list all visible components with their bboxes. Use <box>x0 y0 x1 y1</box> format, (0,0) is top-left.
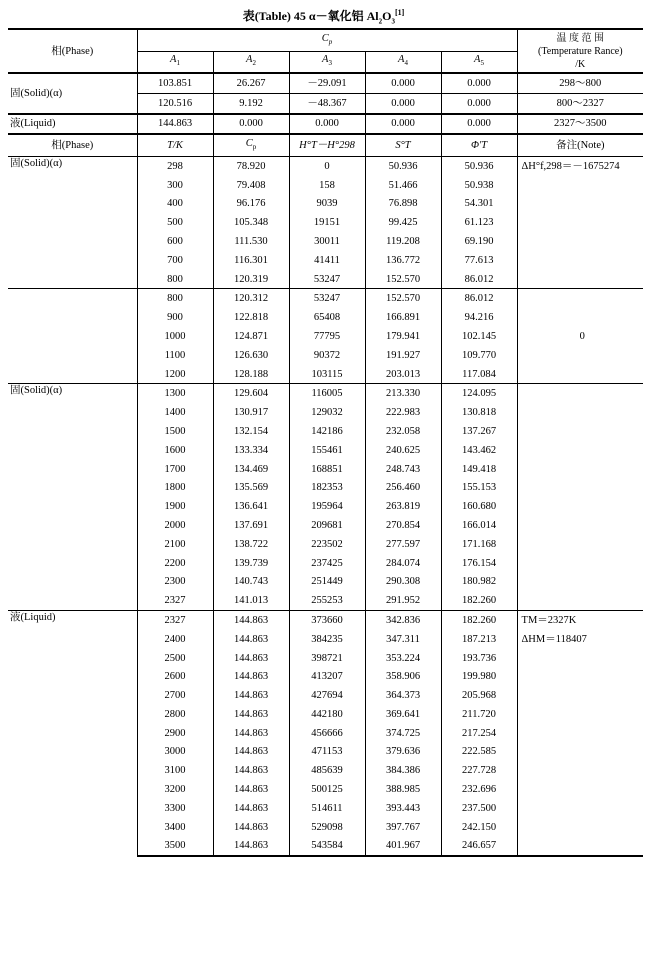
data-cell: 300 <box>137 176 213 195</box>
note-cell <box>517 554 643 573</box>
phase-cell: 液(Liquid) <box>8 611 137 857</box>
coef-cell: 0.000 <box>365 73 441 93</box>
data-cell: 369.641 <box>365 705 441 724</box>
note-cell <box>517 422 643 441</box>
data-cell: 1700 <box>137 460 213 479</box>
note-cell <box>517 308 643 327</box>
data-cell: 78.920 <box>213 156 289 175</box>
coef-cell: 0.000 <box>213 114 289 135</box>
data-cell: 129032 <box>289 403 365 422</box>
note-cell <box>517 232 643 251</box>
data-cell: 1900 <box>137 497 213 516</box>
data-cell: 398721 <box>289 649 365 668</box>
note-cell <box>517 649 643 668</box>
note-cell <box>517 572 643 591</box>
data-cell: 529098 <box>289 818 365 837</box>
note-cell <box>517 799 643 818</box>
data-cell: 2100 <box>137 535 213 554</box>
note-cell <box>517 535 643 554</box>
data-cell: 135.569 <box>213 478 289 497</box>
data-cell: 1000 <box>137 327 213 346</box>
data-cell: 700 <box>137 251 213 270</box>
note-cell: 0 <box>517 327 643 346</box>
data-cell: 144.863 <box>213 743 289 762</box>
data-cell: 54.301 <box>441 194 517 213</box>
data-cell: 77795 <box>289 327 365 346</box>
data-cell: 223502 <box>289 535 365 554</box>
data-cell: 471153 <box>289 743 365 762</box>
data-cell: 53247 <box>289 270 365 289</box>
data-cell: 2000 <box>137 516 213 535</box>
data-cell: 800 <box>137 270 213 289</box>
coef-row <box>8 114 643 135</box>
data-cell: 138.722 <box>213 535 289 554</box>
data-cell: 291.952 <box>365 591 441 610</box>
title-text: 表(Table) 45 α－氧化铝 Al <box>242 9 379 23</box>
table-row <box>8 156 643 175</box>
note-cell <box>517 667 643 686</box>
data-cell: 222.585 <box>441 743 517 762</box>
data-cell: 384.386 <box>365 761 441 780</box>
data-cell: 3100 <box>137 761 213 780</box>
data-cell: 180.982 <box>441 572 517 591</box>
data-cell: 2300 <box>137 572 213 591</box>
a5-header: $A_5$ <box>441 51 517 73</box>
note-cell <box>517 346 643 365</box>
temperature-header: T/K <box>137 134 213 156</box>
data-cell: 139.739 <box>213 554 289 573</box>
data-cell: 384235 <box>289 630 365 649</box>
phase-header: 相(Phase) <box>8 29 137 73</box>
title-reference: [1] <box>394 8 405 17</box>
data-cell: 543584 <box>289 837 365 857</box>
data-cell: 176.154 <box>441 554 517 573</box>
data-cell: 144.863 <box>213 649 289 668</box>
data-cell: 240.625 <box>365 441 441 460</box>
phase-cell <box>8 289 137 384</box>
data-cell: 171.168 <box>441 535 517 554</box>
data-cell: 124.871 <box>213 327 289 346</box>
data-cell: 137.691 <box>213 516 289 535</box>
data-cell: 277.597 <box>365 535 441 554</box>
note-cell <box>517 460 643 479</box>
data-cell: 800 <box>137 289 213 308</box>
data-cell: 222.983 <box>365 403 441 422</box>
data-cell: 144.863 <box>213 630 289 649</box>
data-cell: 109.770 <box>441 346 517 365</box>
data-cell: 65408 <box>289 308 365 327</box>
data-cell: 353.224 <box>365 649 441 668</box>
note-cell <box>517 761 643 780</box>
phase-header: 相(Phase) <box>8 134 137 156</box>
data-cell: 1500 <box>137 422 213 441</box>
data-cell: 144.863 <box>213 818 289 837</box>
data-cell: 152.570 <box>365 289 441 308</box>
data-cell: 393.443 <box>365 799 441 818</box>
note-cell <box>517 818 643 837</box>
note-cell <box>517 780 643 799</box>
note-cell: TM＝2327K <box>517 611 643 630</box>
data-cell: 213.330 <box>365 384 441 403</box>
data-cell: 152.570 <box>365 270 441 289</box>
note-cell <box>517 516 643 535</box>
data-cell: 144.863 <box>213 686 289 705</box>
data-cell: 290.308 <box>365 572 441 591</box>
note-cell <box>517 724 643 743</box>
data-cell: 1600 <box>137 441 213 460</box>
note-cell <box>517 743 643 762</box>
data-cell: 50.936 <box>441 156 517 175</box>
data-cell: 130.818 <box>441 403 517 422</box>
data-cell: 120.319 <box>213 270 289 289</box>
coef-cell: －29.091 <box>289 73 365 93</box>
table-row <box>8 611 643 630</box>
data-cell: 298 <box>137 156 213 175</box>
thermo-table <box>8 28 643 857</box>
data-cell: 3000 <box>137 743 213 762</box>
data-cell: 485639 <box>289 761 365 780</box>
data-cell: 133.334 <box>213 441 289 460</box>
data-cell: 2200 <box>137 554 213 573</box>
data-cell: 149.418 <box>441 460 517 479</box>
data-cell: 134.469 <box>213 460 289 479</box>
data-cell: 137.267 <box>441 422 517 441</box>
coef-cell: 0.000 <box>441 114 517 135</box>
data-cell: 400 <box>137 194 213 213</box>
data-cell: 3500 <box>137 837 213 857</box>
data-cell: 124.095 <box>441 384 517 403</box>
data-cell: 255253 <box>289 591 365 610</box>
cp-header: $C_p$ <box>213 134 289 156</box>
data-cell: 102.145 <box>441 327 517 346</box>
note-cell <box>517 194 643 213</box>
entropy-header: S°T <box>365 134 441 156</box>
data-cell: 242.150 <box>441 818 517 837</box>
data-cell: 116.301 <box>213 251 289 270</box>
data-cell: 168851 <box>289 460 365 479</box>
data-cell: 256.460 <box>365 478 441 497</box>
range-cell: 800～2327 <box>517 93 643 113</box>
a2-header: $A_2$ <box>213 51 289 73</box>
data-cell: 237425 <box>289 554 365 573</box>
data-cell: 1800 <box>137 478 213 497</box>
data-cell: 0 <box>289 156 365 175</box>
data-cell: 182.260 <box>441 591 517 610</box>
data-cell: 19151 <box>289 213 365 232</box>
coef-cell: 0.000 <box>441 93 517 113</box>
cp-header: $C_p$ <box>137 29 517 51</box>
data-cell: 373660 <box>289 611 365 630</box>
data-cell: 103115 <box>289 365 365 384</box>
note-cell <box>517 837 643 857</box>
data-cell: 116005 <box>289 384 365 403</box>
data-cell: 76.898 <box>365 194 441 213</box>
data-cell: 2600 <box>137 667 213 686</box>
data-cell: 1100 <box>137 346 213 365</box>
note-cell <box>517 478 643 497</box>
data-cell: 158 <box>289 176 365 195</box>
data-cell: 61.123 <box>441 213 517 232</box>
data-cell: 217.254 <box>441 724 517 743</box>
data-cell: 136.772 <box>365 251 441 270</box>
data-cell: 2327 <box>137 591 213 610</box>
data-cell: 132.154 <box>213 422 289 441</box>
data-cell: 3300 <box>137 799 213 818</box>
note-cell <box>517 365 643 384</box>
data-cell: 600 <box>137 232 213 251</box>
data-cell: 119.208 <box>365 232 441 251</box>
phase-cell: 固(Solid)(α) <box>8 384 137 611</box>
data-cell: 203.013 <box>365 365 441 384</box>
note-cell <box>517 497 643 516</box>
coef-cell: 103.851 <box>137 73 213 93</box>
coef-cell: 9.192 <box>213 93 289 113</box>
enthalpy-header: H°T－H°298 <box>289 134 365 156</box>
data-cell: 144.863 <box>213 724 289 743</box>
data-cell: 140.743 <box>213 572 289 591</box>
data-cell: 237.500 <box>441 799 517 818</box>
data-header-row <box>8 134 643 156</box>
data-cell: 90372 <box>289 346 365 365</box>
data-cell: 232.696 <box>441 780 517 799</box>
data-cell: 144.863 <box>213 611 289 630</box>
data-cell: 41411 <box>289 251 365 270</box>
data-cell: 166.891 <box>365 308 441 327</box>
a3-header: $A_3$ <box>289 51 365 73</box>
coef-header-row-1 <box>8 29 643 51</box>
a4-header: $A_4$ <box>365 51 441 73</box>
data-cell: 358.906 <box>365 667 441 686</box>
note-cell <box>517 176 643 195</box>
phi-header: Φ'T <box>441 134 517 156</box>
data-cell: 86.012 <box>441 270 517 289</box>
data-cell: 2800 <box>137 705 213 724</box>
data-cell: 2700 <box>137 686 213 705</box>
data-cell: 144.863 <box>213 761 289 780</box>
data-cell: 30011 <box>289 232 365 251</box>
data-cell: 209681 <box>289 516 365 535</box>
data-cell: 86.012 <box>441 289 517 308</box>
data-cell: 2327 <box>137 611 213 630</box>
coef-cell: 0.000 <box>441 73 517 93</box>
data-cell: 193.736 <box>441 649 517 668</box>
data-cell: 142186 <box>289 422 365 441</box>
data-cell: 69.190 <box>441 232 517 251</box>
data-cell: 442180 <box>289 705 365 724</box>
data-cell: 120.312 <box>213 289 289 308</box>
range-header: 温 度 范 围 (Temperature Rance) /K <box>517 29 643 73</box>
data-cell: 427694 <box>289 686 365 705</box>
data-cell: 144.863 <box>213 667 289 686</box>
note-cell <box>517 270 643 289</box>
table-row <box>8 289 643 308</box>
note-cell <box>517 384 643 403</box>
note-cell <box>517 251 643 270</box>
data-cell: 130.917 <box>213 403 289 422</box>
data-cell: 9039 <box>289 194 365 213</box>
note-cell <box>517 441 643 460</box>
phase-cell: 固(Solid)(α) <box>8 156 137 289</box>
data-cell: 160.680 <box>441 497 517 516</box>
data-cell: 251449 <box>289 572 365 591</box>
data-cell: 182353 <box>289 478 365 497</box>
table-title: 表(Table) 45 α－氧化铝 $Al_2O_3[1]$ <box>242 8 405 26</box>
data-cell: 136.641 <box>213 497 289 516</box>
data-cell: 128.188 <box>213 365 289 384</box>
coef-cell: 120.516 <box>137 93 213 113</box>
data-cell: 263.819 <box>365 497 441 516</box>
data-cell: 401.967 <box>365 837 441 857</box>
data-cell: 143.462 <box>441 441 517 460</box>
data-cell: 53247 <box>289 289 365 308</box>
data-cell: 50.938 <box>441 176 517 195</box>
note-cell: ΔH°f,298＝－1675274 <box>517 156 643 175</box>
data-cell: 111.530 <box>213 232 289 251</box>
data-cell: 284.074 <box>365 554 441 573</box>
note-cell <box>517 403 643 422</box>
coef-cell: －48.367 <box>289 93 365 113</box>
data-cell: 195964 <box>289 497 365 516</box>
phase-cell: 液(Liquid) <box>8 114 137 135</box>
data-cell: 122.818 <box>213 308 289 327</box>
data-cell: 126.630 <box>213 346 289 365</box>
data-cell: 117.084 <box>441 365 517 384</box>
coef-row <box>8 73 643 93</box>
data-cell: 500 <box>137 213 213 232</box>
coef-cell: 0.000 <box>365 114 441 135</box>
data-cell: 246.657 <box>441 837 517 857</box>
data-cell: 379.636 <box>365 743 441 762</box>
data-cell: 77.613 <box>441 251 517 270</box>
data-cell: 900 <box>137 308 213 327</box>
data-cell: 105.348 <box>213 213 289 232</box>
note-cell <box>517 213 643 232</box>
data-cell: 397.767 <box>365 818 441 837</box>
data-cell: 2900 <box>137 724 213 743</box>
data-cell: 182.260 <box>441 611 517 630</box>
data-cell: 99.425 <box>365 213 441 232</box>
range-cell: 2327～3500 <box>517 114 643 135</box>
coef-cell: 144.863 <box>137 114 213 135</box>
data-cell: 51.466 <box>365 176 441 195</box>
note-cell <box>517 591 643 610</box>
note-cell <box>517 686 643 705</box>
data-cell: 211.720 <box>441 705 517 724</box>
data-cell: 1300 <box>137 384 213 403</box>
note-cell <box>517 705 643 724</box>
data-cell: 248.743 <box>365 460 441 479</box>
data-cell: 155.153 <box>441 478 517 497</box>
data-cell: 227.728 <box>441 761 517 780</box>
data-cell: 413207 <box>289 667 365 686</box>
data-cell: 388.985 <box>365 780 441 799</box>
data-cell: 79.408 <box>213 176 289 195</box>
data-cell: 3200 <box>137 780 213 799</box>
data-cell: 270.854 <box>365 516 441 535</box>
data-cell: 2500 <box>137 649 213 668</box>
note-cell <box>517 289 643 308</box>
data-cell: 144.863 <box>213 837 289 857</box>
data-cell: 144.863 <box>213 799 289 818</box>
data-cell: 364.373 <box>365 686 441 705</box>
data-cell: 3400 <box>137 818 213 837</box>
data-cell: 141.013 <box>213 591 289 610</box>
data-cell: 205.968 <box>441 686 517 705</box>
data-cell: 50.936 <box>365 156 441 175</box>
coef-cell: 0.000 <box>289 114 365 135</box>
data-cell: 187.213 <box>441 630 517 649</box>
data-cell: 1400 <box>137 403 213 422</box>
coef-cell: 26.267 <box>213 73 289 93</box>
note-header: 备注(Note) <box>517 134 643 156</box>
data-cell: 191.927 <box>365 346 441 365</box>
range-cell: 298～800 <box>517 73 643 93</box>
data-cell: 374.725 <box>365 724 441 743</box>
phase-cell: 固(Solid)(α) <box>8 73 137 114</box>
data-cell: 129.604 <box>213 384 289 403</box>
data-cell: 342.836 <box>365 611 441 630</box>
table-row <box>8 384 643 403</box>
data-cell: 94.216 <box>441 308 517 327</box>
data-cell: 96.176 <box>213 194 289 213</box>
data-cell: 232.058 <box>365 422 441 441</box>
data-cell: 500125 <box>289 780 365 799</box>
data-cell: 199.980 <box>441 667 517 686</box>
data-cell: 347.311 <box>365 630 441 649</box>
data-cell: 456666 <box>289 724 365 743</box>
data-cell: 155461 <box>289 441 365 460</box>
coef-cell: 0.000 <box>365 93 441 113</box>
data-cell: 144.863 <box>213 705 289 724</box>
data-cell: 1200 <box>137 365 213 384</box>
data-cell: 514611 <box>289 799 365 818</box>
data-cell: 166.014 <box>441 516 517 535</box>
a1-header: $A_1$ <box>137 51 213 73</box>
data-cell: 2400 <box>137 630 213 649</box>
data-cell: 144.863 <box>213 780 289 799</box>
note-cell: ΔHM＝118407 <box>517 630 643 649</box>
data-cell: 179.941 <box>365 327 441 346</box>
